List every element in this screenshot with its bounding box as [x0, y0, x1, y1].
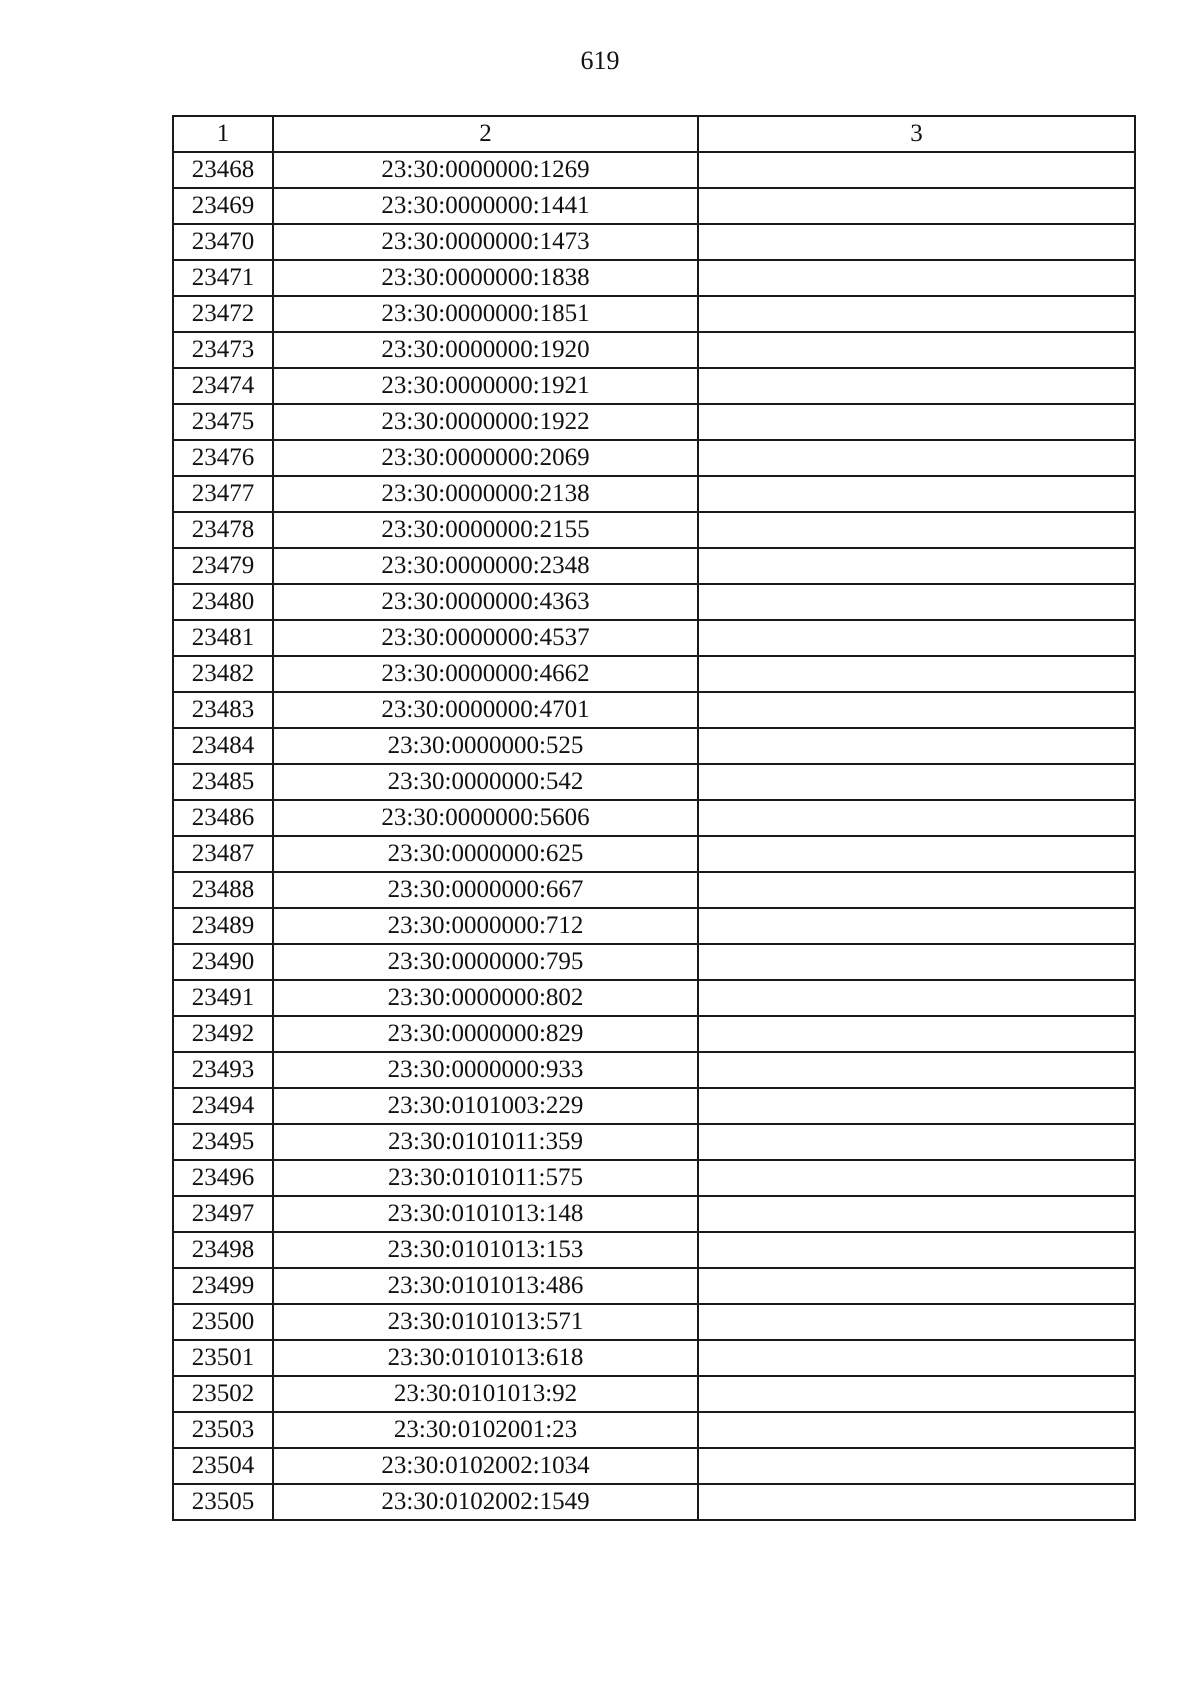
row-number-cell: 23496	[173, 1160, 273, 1196]
cadastral-number-cell: 23:30:0101013:486	[273, 1268, 698, 1304]
row-number-cell: 23489	[173, 908, 273, 944]
notes-cell	[698, 260, 1135, 296]
cadastral-number-cell: 23:30:0101011:359	[273, 1124, 698, 1160]
table-header	[173, 116, 1135, 152]
row-number-cell: 23498	[173, 1232, 273, 1268]
notes-cell	[698, 296, 1135, 332]
table-row	[173, 1376, 1135, 1412]
table-row	[173, 368, 1135, 404]
column-header-2: 2	[273, 116, 698, 152]
cadastral-number-cell: 23:30:0000000:625	[273, 836, 698, 872]
row-number-cell: 23481	[173, 620, 273, 656]
cadastral-number-cell: 23:30:0000000:542	[273, 764, 698, 800]
row-number-cell: 23487	[173, 836, 273, 872]
cadastral-number-cell: 23:30:0000000:667	[273, 872, 698, 908]
table-row	[173, 908, 1135, 944]
notes-cell	[698, 836, 1135, 872]
row-number-cell: 23473	[173, 332, 273, 368]
notes-cell	[698, 1052, 1135, 1088]
table-row	[173, 188, 1135, 224]
notes-cell	[698, 1412, 1135, 1448]
notes-cell	[698, 1340, 1135, 1376]
notes-cell	[698, 1448, 1135, 1484]
table-row	[173, 692, 1135, 728]
row-number-cell: 23493	[173, 1052, 273, 1088]
notes-cell	[698, 620, 1135, 656]
table-row	[173, 1232, 1135, 1268]
table-row	[173, 836, 1135, 872]
table-row	[173, 548, 1135, 584]
cadastral-number-cell: 23:30:0000000:2138	[273, 476, 698, 512]
notes-cell	[698, 1196, 1135, 1232]
notes-cell	[698, 1088, 1135, 1124]
cadastral-number-cell: 23:30:0102001:23	[273, 1412, 698, 1448]
row-number-cell: 23469	[173, 188, 273, 224]
cadastral-number-cell: 23:30:0000000:2155	[273, 512, 698, 548]
notes-cell	[698, 800, 1135, 836]
cadastral-number-cell: 23:30:0000000:795	[273, 944, 698, 980]
table-row	[173, 584, 1135, 620]
row-number-cell: 23484	[173, 728, 273, 764]
row-number-cell: 23480	[173, 584, 273, 620]
notes-cell	[698, 1160, 1135, 1196]
cadastral-number-cell: 23:30:0000000:1920	[273, 332, 698, 368]
table-row	[173, 440, 1135, 476]
notes-cell	[698, 1268, 1135, 1304]
row-number-cell: 23474	[173, 368, 273, 404]
row-number-cell: 23502	[173, 1376, 273, 1412]
row-number-cell: 23478	[173, 512, 273, 548]
cadastral-number-cell: 23:30:0000000:4537	[273, 620, 698, 656]
notes-cell	[698, 224, 1135, 260]
row-number-cell: 23505	[173, 1484, 273, 1520]
notes-cell	[698, 512, 1135, 548]
cadastral-number-cell: 23:30:0102002:1034	[273, 1448, 698, 1484]
row-number-cell: 23504	[173, 1448, 273, 1484]
notes-cell	[698, 728, 1135, 764]
cadastral-number-cell: 23:30:0101003:229	[273, 1088, 698, 1124]
row-number-cell: 23471	[173, 260, 273, 296]
row-number-cell: 23475	[173, 404, 273, 440]
notes-cell	[698, 1304, 1135, 1340]
row-number-cell: 23472	[173, 296, 273, 332]
notes-cell	[698, 908, 1135, 944]
table-row	[173, 656, 1135, 692]
row-number-cell: 23477	[173, 476, 273, 512]
cadastral-number-cell: 23:30:0000000:4662	[273, 656, 698, 692]
notes-cell	[698, 404, 1135, 440]
notes-cell	[698, 872, 1135, 908]
row-number-cell: 23482	[173, 656, 273, 692]
cadastral-number-cell: 23:30:0000000:4363	[273, 584, 698, 620]
row-number-cell: 23500	[173, 1304, 273, 1340]
notes-cell	[698, 1016, 1135, 1052]
notes-cell	[698, 1484, 1135, 1520]
table-row	[173, 764, 1135, 800]
cadastral-number-cell: 23:30:0101013:618	[273, 1340, 698, 1376]
table-row	[173, 728, 1135, 764]
notes-cell	[698, 944, 1135, 980]
cadastral-number-cell: 23:30:0000000:2069	[273, 440, 698, 476]
table-row	[173, 944, 1135, 980]
cadastral-number-cell: 23:30:0000000:829	[273, 1016, 698, 1052]
table-row	[173, 800, 1135, 836]
row-number-cell: 23494	[173, 1088, 273, 1124]
row-number-cell: 23488	[173, 872, 273, 908]
cadastral-number-cell: 23:30:0000000:1921	[273, 368, 698, 404]
table-row	[173, 1448, 1135, 1484]
cadastral-number-cell: 23:30:0101011:575	[273, 1160, 698, 1196]
row-number-cell: 23485	[173, 764, 273, 800]
notes-cell	[698, 368, 1135, 404]
cadastral-number-cell: 23:30:0101013:148	[273, 1196, 698, 1232]
cadastral-number-cell: 23:30:0000000:1473	[273, 224, 698, 260]
table-row	[173, 224, 1135, 260]
row-number-cell: 23497	[173, 1196, 273, 1232]
row-number-cell: 23495	[173, 1124, 273, 1160]
cadastral-number-cell: 23:30:0101013:571	[273, 1304, 698, 1340]
page-number: 619	[580, 46, 620, 75]
table-row	[173, 152, 1135, 188]
row-number-cell: 23470	[173, 224, 273, 260]
table-row	[173, 260, 1135, 296]
row-number-cell: 23503	[173, 1412, 273, 1448]
notes-cell	[698, 440, 1135, 476]
notes-cell	[698, 1124, 1135, 1160]
column-header-3: 3	[698, 116, 1135, 152]
row-number-cell: 23491	[173, 980, 273, 1016]
cadastral-number-cell: 23:30:0000000:2348	[273, 548, 698, 584]
notes-cell	[698, 188, 1135, 224]
table-body	[173, 152, 1135, 1520]
cadastral-number-cell: 23:30:0101013:153	[273, 1232, 698, 1268]
column-header-1: 1	[173, 116, 273, 152]
table-row	[173, 872, 1135, 908]
table-row	[173, 1052, 1135, 1088]
table-row	[173, 1340, 1135, 1376]
cadastral-number-cell: 23:30:0101013:92	[273, 1376, 698, 1412]
table-row	[173, 1124, 1135, 1160]
table-row	[173, 1268, 1135, 1304]
table-row	[173, 1016, 1135, 1052]
table-row	[173, 512, 1135, 548]
cadastral-number-cell: 23:30:0000000:1922	[273, 404, 698, 440]
notes-cell	[698, 692, 1135, 728]
cadastral-number-cell: 23:30:0000000:5606	[273, 800, 698, 836]
table-row	[173, 332, 1135, 368]
cadastral-number-cell: 23:30:0000000:4701	[273, 692, 698, 728]
notes-cell	[698, 1376, 1135, 1412]
cadastral-number-cell: 23:30:0000000:525	[273, 728, 698, 764]
cadastral-number-cell: 23:30:0102002:1549	[273, 1484, 698, 1520]
notes-cell	[698, 332, 1135, 368]
cadastral-number-cell: 23:30:0000000:1269	[273, 152, 698, 188]
table-row	[173, 1160, 1135, 1196]
table-row	[173, 404, 1135, 440]
row-number-cell: 23483	[173, 692, 273, 728]
notes-cell	[698, 584, 1135, 620]
table-row	[173, 1412, 1135, 1448]
row-number-cell: 23486	[173, 800, 273, 836]
notes-cell	[698, 1232, 1135, 1268]
notes-cell	[698, 764, 1135, 800]
row-number-cell: 23468	[173, 152, 273, 188]
cadastral-number-cell: 23:30:0000000:802	[273, 980, 698, 1016]
table-row	[173, 476, 1135, 512]
notes-cell	[698, 548, 1135, 584]
row-number-cell: 23499	[173, 1268, 273, 1304]
row-number-cell: 23479	[173, 548, 273, 584]
notes-cell	[698, 656, 1135, 692]
header-row	[173, 116, 1135, 152]
row-number-cell: 23501	[173, 1340, 273, 1376]
table-row	[173, 296, 1135, 332]
cadastral-number-cell: 23:30:0000000:1838	[273, 260, 698, 296]
row-number-cell: 23490	[173, 944, 273, 980]
table-row	[173, 1484, 1135, 1520]
row-number-cell: 23492	[173, 1016, 273, 1052]
table-row	[173, 1196, 1135, 1232]
table-row	[173, 620, 1135, 656]
cadastral-number-cell: 23:30:0000000:712	[273, 908, 698, 944]
notes-cell	[698, 152, 1135, 188]
registry-table	[172, 115, 1136, 1521]
table-row	[173, 980, 1135, 1016]
cadastral-number-cell: 23:30:0000000:1851	[273, 296, 698, 332]
table-row	[173, 1088, 1135, 1124]
table-row	[173, 1304, 1135, 1340]
cadastral-number-cell: 23:30:0000000:1441	[273, 188, 698, 224]
notes-cell	[698, 476, 1135, 512]
notes-cell	[698, 980, 1135, 1016]
cadastral-number-cell: 23:30:0000000:933	[273, 1052, 698, 1088]
row-number-cell: 23476	[173, 440, 273, 476]
